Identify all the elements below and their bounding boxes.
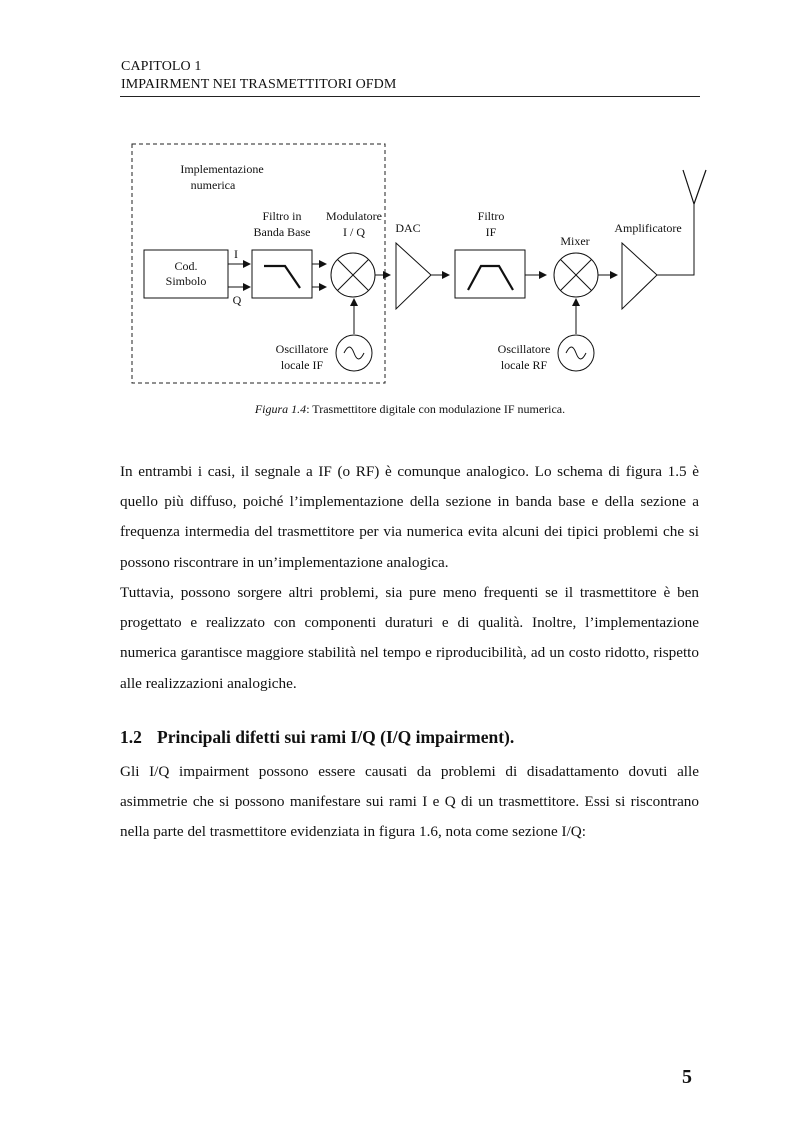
osc-if-label-line2: locale IF	[280, 358, 324, 372]
section-heading	[120, 727, 514, 748]
modulator-label-line2: I / Q	[343, 225, 365, 239]
branch-i-label: I	[234, 247, 238, 261]
sine-wave-icon	[566, 347, 586, 359]
dac-label: DAC	[395, 221, 421, 235]
branch-q-label: Q	[232, 293, 242, 307]
transmitter-block-diagram	[0, 0, 793, 400]
section-number: 1.2	[120, 727, 142, 747]
digital-implementation-box	[132, 144, 385, 383]
if-filter-block	[455, 250, 525, 298]
modulator-label-line1: Modulatore	[326, 209, 382, 223]
caption-label: Figura 1.4	[254, 402, 307, 416]
amplifier-triangle	[622, 243, 657, 309]
symbol-coder-label-line2: Simbolo	[165, 274, 207, 288]
antenna-icon	[683, 170, 694, 204]
body-paragraph-2: Tuttavia, possono sorgere altri problemi, sia pure meno frequenti se il trasmettitore è ben progettato e realizzato con componenti duraturi e di qualità. Inoltre, l’implementazione numerica garantisce maggiore stabilità nel tempo e riproducibilità, ad un costo ridotto, rispetto alle realizzazioni analogiche.	[120, 584, 699, 692]
sine-wave-icon	[344, 347, 364, 359]
baseband-filter-block	[252, 250, 312, 298]
amplifier-label: Amplificatore	[614, 221, 682, 235]
if-filter-label-line2: IF	[485, 225, 497, 239]
box-title-line2: numerica	[190, 178, 236, 192]
lowpass-response-icon	[264, 266, 300, 288]
section-title: Principali difetti sui rami I/Q (I/Q impairment).	[157, 727, 515, 747]
body-paragraph-1: In entrambi i casi, il segnale a IF (o RF) è comunque analogico. Lo schema di figura 1.5 è quello più diffuso, poiché l’implementazione della sezione in banda base e della sezione a frequenza intermedia del trasmettitore per via numerica evita alcuni dei tipici problemi che si possono riscontrare in un’implementazione analogica.	[120, 463, 699, 571]
caption-text: : Trasmettitore digitale con modulazione IF numerica.	[306, 402, 566, 416]
baseband-filter-label-line2: Banda Base	[253, 225, 311, 239]
osc-rf-label-line1: Oscillatore	[497, 342, 551, 356]
if-filter-label-line1: Filtro	[477, 209, 505, 223]
osc-rf-label-line2: locale RF	[500, 358, 548, 372]
amp-to-antenna-line	[657, 204, 694, 275]
box-title-line1: Implementazione	[180, 162, 264, 176]
body-paragraph-3: Gli I/Q impairment possono essere causati da problemi di disadattamento dovuti alle asimmetrie che si possono manifestare sui rami I e Q di un trasmettitore. Essi si riscontrano nella parte del trasmettitore evidenziata in figura 1.6, nota come sezione I/Q:	[120, 763, 699, 841]
mixer-label: Mixer	[560, 234, 590, 248]
chapter-header: CAPITOLO 1	[121, 59, 202, 74]
symbol-coder-label-line1: Cod.	[174, 259, 198, 273]
chapter-title-header: IMPAIRMENT NEI TRASMETTITORI OFDM	[121, 77, 397, 92]
baseband-filter-label-line1: Filtro in	[262, 209, 302, 223]
bandpass-response-icon	[468, 266, 513, 290]
osc-if-label-line1: Oscillatore	[275, 342, 329, 356]
page-number: 5	[682, 1066, 692, 1088]
figure-caption	[120, 402, 700, 417]
dac-triangle	[396, 243, 431, 309]
